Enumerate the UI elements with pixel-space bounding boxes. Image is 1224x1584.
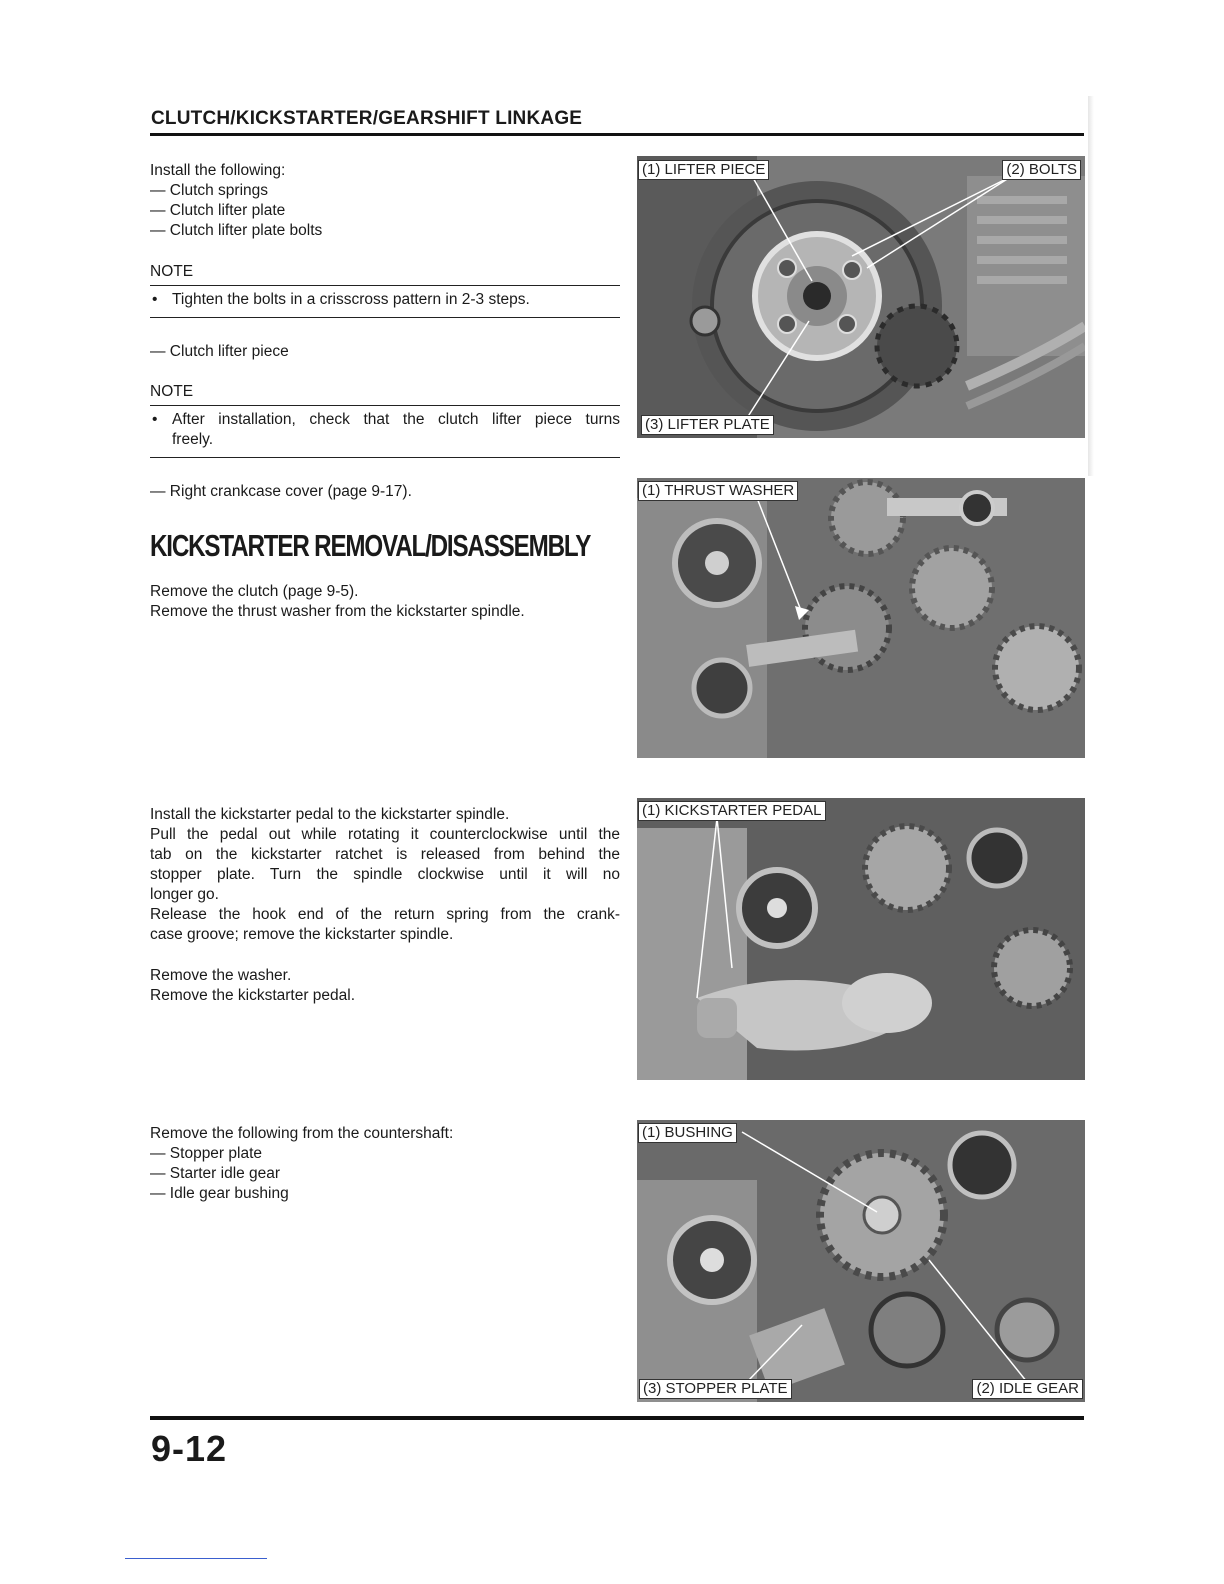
kickstarter-instructions — [150, 805, 620, 945]
callout-label: (2) IDLE GEAR — [972, 1379, 1083, 1399]
callout-label: (1) LIFTER PIECE — [638, 160, 769, 180]
page-edge-shadow — [1088, 96, 1094, 476]
callout-label: (3) LIFTER PLATE — [641, 415, 774, 435]
note-text: freely. — [172, 431, 214, 448]
note-label: NOTE — [150, 383, 194, 400]
note-text: Tighten the bolts in a crisscross pattern in 2-3 steps. — [172, 291, 530, 308]
callout-label: (1) THRUST WASHER — [638, 481, 798, 501]
photo-thrust-washer — [637, 478, 1085, 758]
list-item: — Idle gear bushing — [150, 1185, 289, 1202]
photo-clutch-lifter — [637, 156, 1085, 438]
install-intro: Install the following: — [150, 162, 286, 179]
instruction-line: stopper plate. Turn the spindle clockwise until it will no — [150, 866, 620, 883]
list-intro: Remove the following from the countershaft: — [150, 1125, 454, 1142]
list-item: — Stopper plate — [150, 1145, 263, 1162]
note-rule-top — [150, 405, 620, 406]
header-rule — [150, 133, 1084, 136]
instruction-line: case groove; remove the kickstarter spindle. — [150, 926, 454, 943]
instruction-line: tab on the kickstarter ratchet is released from behind the — [150, 846, 620, 863]
list-item: — Starter idle gear — [150, 1165, 281, 1182]
callout-label: (1) BUSHING — [638, 1123, 737, 1143]
photo-idle-gear — [637, 1120, 1085, 1402]
install-item-lifter-piece: — Clutch lifter piece — [150, 343, 289, 360]
section-title: KICKSTARTER REMOVAL/DISASSEMBLY — [150, 528, 591, 563]
page-header-title: CLUTCH/KICKSTARTER/GEARSHIFT LINKAGE — [151, 108, 583, 129]
note-rule-bottom — [150, 457, 620, 458]
callout-label: (2) BOLTS — [1002, 160, 1081, 180]
install-item: — Clutch lifter plate bolts — [150, 222, 323, 239]
instruction-line: Release the hook end of the return spring from the crank- — [150, 906, 620, 923]
countershaft-list — [150, 1124, 453, 1204]
bottom-divider — [125, 1558, 267, 1559]
instruction-line: Remove the clutch (page 9-5). — [150, 583, 359, 600]
section-intro — [150, 582, 525, 622]
note-label: NOTE — [150, 263, 194, 280]
footer-rule — [150, 1416, 1084, 1420]
page-number: 9-12 — [151, 1428, 228, 1469]
install-item-cover: — Right crankcase cover (page 9-17). — [150, 483, 412, 500]
install-list — [150, 161, 322, 241]
install-item: — Clutch lifter plate — [150, 202, 286, 219]
instruction-line: Remove the kickstarter pedal. — [150, 987, 356, 1004]
note-rule-bottom — [150, 317, 620, 318]
removal-steps — [150, 966, 355, 1006]
instruction-line: Remove the thrust washer from the kickstarter spindle. — [150, 603, 525, 620]
instruction-line: longer go. — [150, 886, 219, 903]
photo-kickstarter-pedal — [637, 798, 1085, 1080]
callout-label: (1) KICKSTARTER PEDAL — [638, 801, 826, 821]
callout-label: (3) STOPPER PLATE — [639, 1379, 792, 1399]
note-rule-top — [150, 285, 620, 286]
instruction-line: Pull the pedal out while rotating it counterclockwise until the — [150, 826, 620, 843]
instruction-line: Install the kickstarter pedal to the kickstarter spindle. — [150, 806, 510, 823]
install-item: — Clutch springs — [150, 182, 269, 199]
note-text: After installation, check that the clutch lifter piece turns — [172, 411, 620, 428]
instruction-line: Remove the washer. — [150, 967, 292, 984]
note-bullet: • After installation, check that the clutch lifter piece turns freely. — [152, 411, 620, 448]
